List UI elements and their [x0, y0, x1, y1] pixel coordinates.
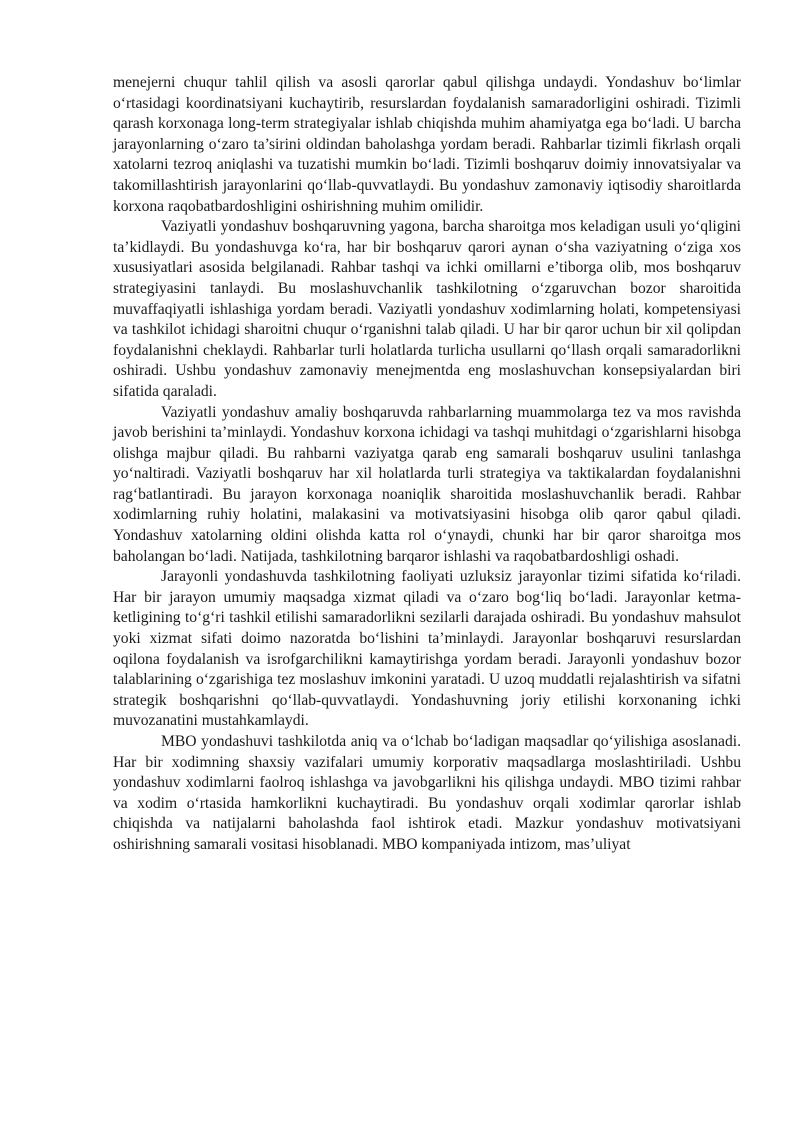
paragraph-process-approach: Jarayonli yondashuvda tashkilotning faoliyati uzluksiz jarayonlar tizimi sifatida ko‘riladi. Har bir jarayon umumiy maqsadga xizmat qiladi va o‘zaro bog‘liq bo‘ladi. Jarayonlar ketma-ketligining to‘g‘ri tashkil etilishi samaradorlikni sezilarli darajada oshiradi. Bu yondashuv mahsulot yoki xizmat sifati doimo nazoratda bo‘lishini ta’minlaydi. Jarayonlar boshqaruvi resurslardan oqilona foydalanish va isrofgarchilikni kamaytirishga yordam beradi. Jarayonli yondashuv bozor talablarining o‘zgarishiga tez moslashuv imkonini yaratadi. U uzoq muddatli rejalashtirish va sifatni strategik boshqarishni qo‘llab-quvvatlaydi. Yondashuvning joriy etilishi korxonaning ichki muvozanatini mustahkamlaydi. — [113, 568, 741, 730]
document-body — [113, 73, 741, 856]
paragraph-mbo-approach: MBO yondashuvi tashkilotda aniq va o‘lchab bo‘ladigan maqsadlar qo‘yilishiga asoslanadi. Har bir xodimning shaxsiy vazifalari umumiy korporativ maqsadlarga moslashtiriladi. Ushbu yondashuv xodimlarni faolroq ishlashga va javobgarlikni his qilishga undaydi. MBO tizimi rahbar va xodim o‘rtasida hamkorlikni kuchaytiradi. Bu yondashuv orqali xodimlar qarorlar ishlab chiqishda va natijalarni baholashda faol ishtirok etadi. Mazkur yondashuv motivatsiyani oshirishning samarali vositasi hisoblanadi. MBO kompaniyada intizom, mas’uliyat — [113, 733, 741, 853]
paragraph-continuation: menejerni chuqur tahlil qilish va asosli qarorlar qabul qilishga undaydi. Yondashuv bo‘limlar o‘rtasidagi koordinatsiyani kuchaytirib, resurslardan foydalanish samaradorligini oshiradi. Tizimli qarash korxonaga long-term strategiyalar ishlab chiqishda muhim ahamiyatga ega bo‘ladi. U barcha jarayonlarning o‘zaro ta’sirini oldindan baholashga yordam beradi. Rahbarlar tizimli fikrlash orqali xatolarni tezroq aniqlashi va tuzatishi mumkin bo‘ladi. Tizimli boshqaruv doimiy innovatsiyalar va takomillashtirish jarayonlarini qo‘llab-quvvatlaydi. Bu yondashuv zamonaviy iqtisodiy sharoitlarda korxona raqobatbardoshligini oshirishning muhim omilidir. — [113, 74, 741, 215]
paragraph-situational-approach: Vaziyatli yondashuv boshqaruvning yagona, barcha sharoitga mos keladigan usuli yo‘qligini ta’kidlaydi. Bu yondashuvga ko‘ra, har bir boshqaruv qarori aynan o‘sha vaziyatning o‘ziga xos xususiyatlari asosida belgilanadi. Rahbar tashqi va ichki omillarni e’tiborga olib, mos boshqaruv strategiyasini tanlaydi. Bu moslashuvchanlik tashkilotning o‘zgaruvchan bozor sharoitida muvaffaqiyatli ishlashiga yordam beradi. Vaziyatli yondashuv xodimlarning holati, kompetensiyasi va tashkilot ichidagi sharoitni chuqur o‘rganishni talab qiladi. U har bir qaror uchun bir xil qolipdan foydalanishni cheklaydi. Rahbarlar turli holatlarda turlicha usullarni qo‘llash orqali samaradorlikni oshiradi. Ushbu yondashuv zamonaviy menejmentda eng moslashuvchan konsepsiyalardan biri sifatida qaraladi. — [113, 218, 741, 400]
paragraph-situational-practice: Vaziyatli yondashuv amaliy boshqaruvda rahbarlarning muammolarga tez va mos ravishda javob berishini ta’minlaydi. Yondashuv korxona ichidagi va tashqi muhitdagi o‘zgarishlarni hisobga olishga majbur qiladi. Bu rahbarni vaziyatga qarab eng samarali boshqaruv usulini tanlashga yo‘naltiradi. Vaziyatli boshqaruv har xil holatlarda turli strategiya va taktikalardan foydalanishni rag‘batlantiradi. Bu jarayon korxonaga noaniqlik sharoitida moslashuvchanlik beradi. Rahbar xodimlarning ruhiy holatini, malakasini va motivatsiyasini hisobga olib qaror qabul qiladi. Yondashuv xatolarning oldini olishda katta rol o‘ynaydi, chunki har bir qaror sharoitga mos baholangan bo‘ladi. Natijada, tashkilotning barqaror ishlashi va raqobatbardoshligi oshadi. — [113, 403, 741, 565]
